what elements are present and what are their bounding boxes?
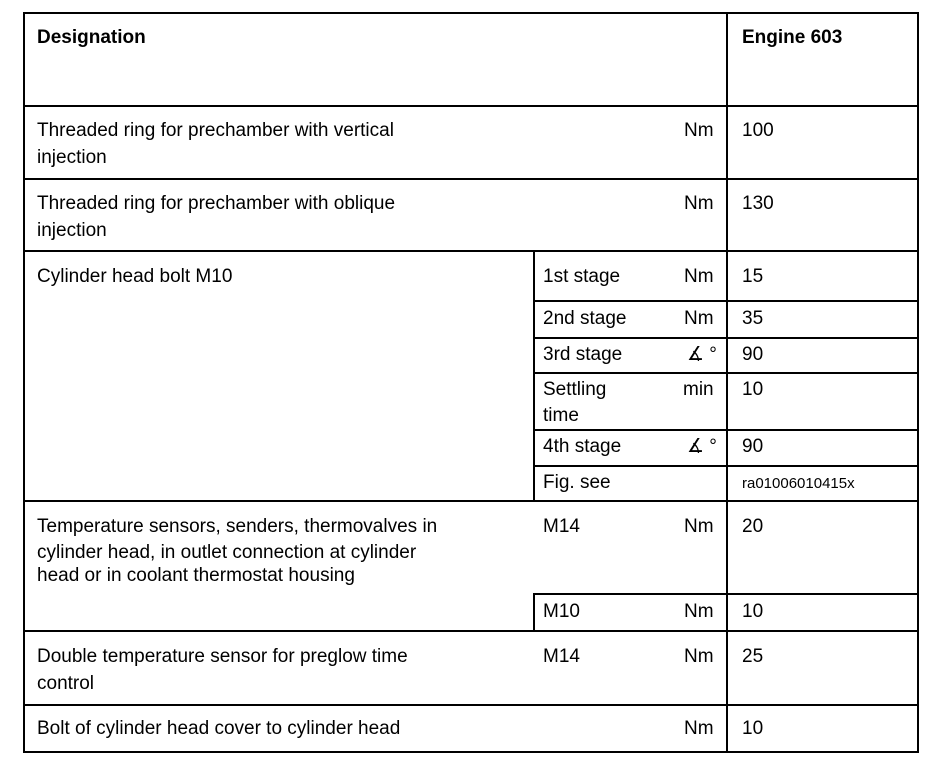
header-designation: Designation <box>37 27 146 48</box>
stage-value: 35 <box>742 308 764 329</box>
row-divider <box>23 500 919 502</box>
stage-unit: ∡ ° <box>687 344 717 365</box>
stage-column-divider <box>533 593 535 632</box>
stage-column-divider <box>533 250 535 502</box>
stage-label: 3rd stage <box>543 344 623 365</box>
subrow-divider <box>533 593 919 595</box>
row-divider <box>23 250 919 252</box>
row-temp-size: M14 <box>543 516 580 537</box>
row-bolt-designation: Cylinder head bolt M10 <box>37 266 233 287</box>
row-double-value: 25 <box>742 646 764 667</box>
subrow-divider <box>533 300 919 302</box>
row-divider <box>23 105 919 107</box>
row-double-designation: control <box>37 673 95 694</box>
stage-label: 2nd stage <box>543 308 627 329</box>
table-border-top <box>23 12 919 14</box>
row-temp-size: M10 <box>543 601 580 622</box>
row-cover-value: 10 <box>742 718 764 739</box>
row-temp-unit: Nm <box>684 601 714 622</box>
stage-unit: Nm <box>684 308 714 329</box>
row-temp-value: 10 <box>742 601 764 622</box>
row-divider <box>23 630 919 632</box>
row-temp-designation: cylinder head, in outlet connection at cylinder <box>37 542 417 563</box>
row-oblique-unit: Nm <box>684 193 714 214</box>
stage-unit: min <box>683 379 714 400</box>
header-engine: Engine 603 <box>742 27 843 48</box>
row-oblique-value: 130 <box>742 193 774 214</box>
row-vertical-designation: injection <box>37 147 107 168</box>
table-border-left <box>23 12 25 753</box>
stage-label: 4th stage <box>543 436 622 457</box>
stage-label: 1st stage <box>543 266 621 287</box>
stage-unit: ∡ ° <box>687 436 717 457</box>
table-border-right <box>917 12 919 753</box>
row-temp-designation: head or in coolant thermostat housing <box>37 565 355 586</box>
row-divider <box>23 178 919 180</box>
stage-label: Settling <box>543 379 607 400</box>
stage-value: 90 <box>742 436 764 457</box>
row-vertical-unit: Nm <box>684 120 714 141</box>
row-double-unit: Nm <box>684 646 714 667</box>
stage-label: time <box>543 405 579 426</box>
stage-value: 15 <box>742 266 764 287</box>
row-cover-designation: Bolt of cylinder head cover to cylinder head <box>37 718 401 739</box>
figure-reference: ra01006010415x <box>742 475 855 492</box>
subrow-divider <box>533 337 919 339</box>
row-temp-unit: Nm <box>684 516 714 537</box>
subrow-divider <box>533 465 919 467</box>
value-column-divider <box>726 12 728 753</box>
row-temp-designation: Temperature sensors, senders, thermovalves in <box>37 516 438 537</box>
row-double-size: M14 <box>543 646 580 667</box>
stage-value: 90 <box>742 344 764 365</box>
stage-unit: Nm <box>684 266 714 287</box>
row-vertical-designation: Threaded ring for prechamber with vertical <box>37 120 394 141</box>
row-temp-value: 20 <box>742 516 764 537</box>
row-vertical-value: 100 <box>742 120 774 141</box>
row-divider <box>23 704 919 706</box>
table-border-bottom <box>23 751 919 753</box>
row-oblique-designation: Threaded ring for prechamber with oblique <box>37 193 396 214</box>
subrow-divider <box>533 372 919 374</box>
row-double-designation: Double temperature sensor for preglow time <box>37 646 408 667</box>
row-cover-unit: Nm <box>684 718 714 739</box>
subrow-divider <box>533 429 919 431</box>
row-oblique-designation: injection <box>37 220 107 241</box>
stage-label: Fig. see <box>543 472 611 493</box>
stage-value: 10 <box>742 379 764 400</box>
